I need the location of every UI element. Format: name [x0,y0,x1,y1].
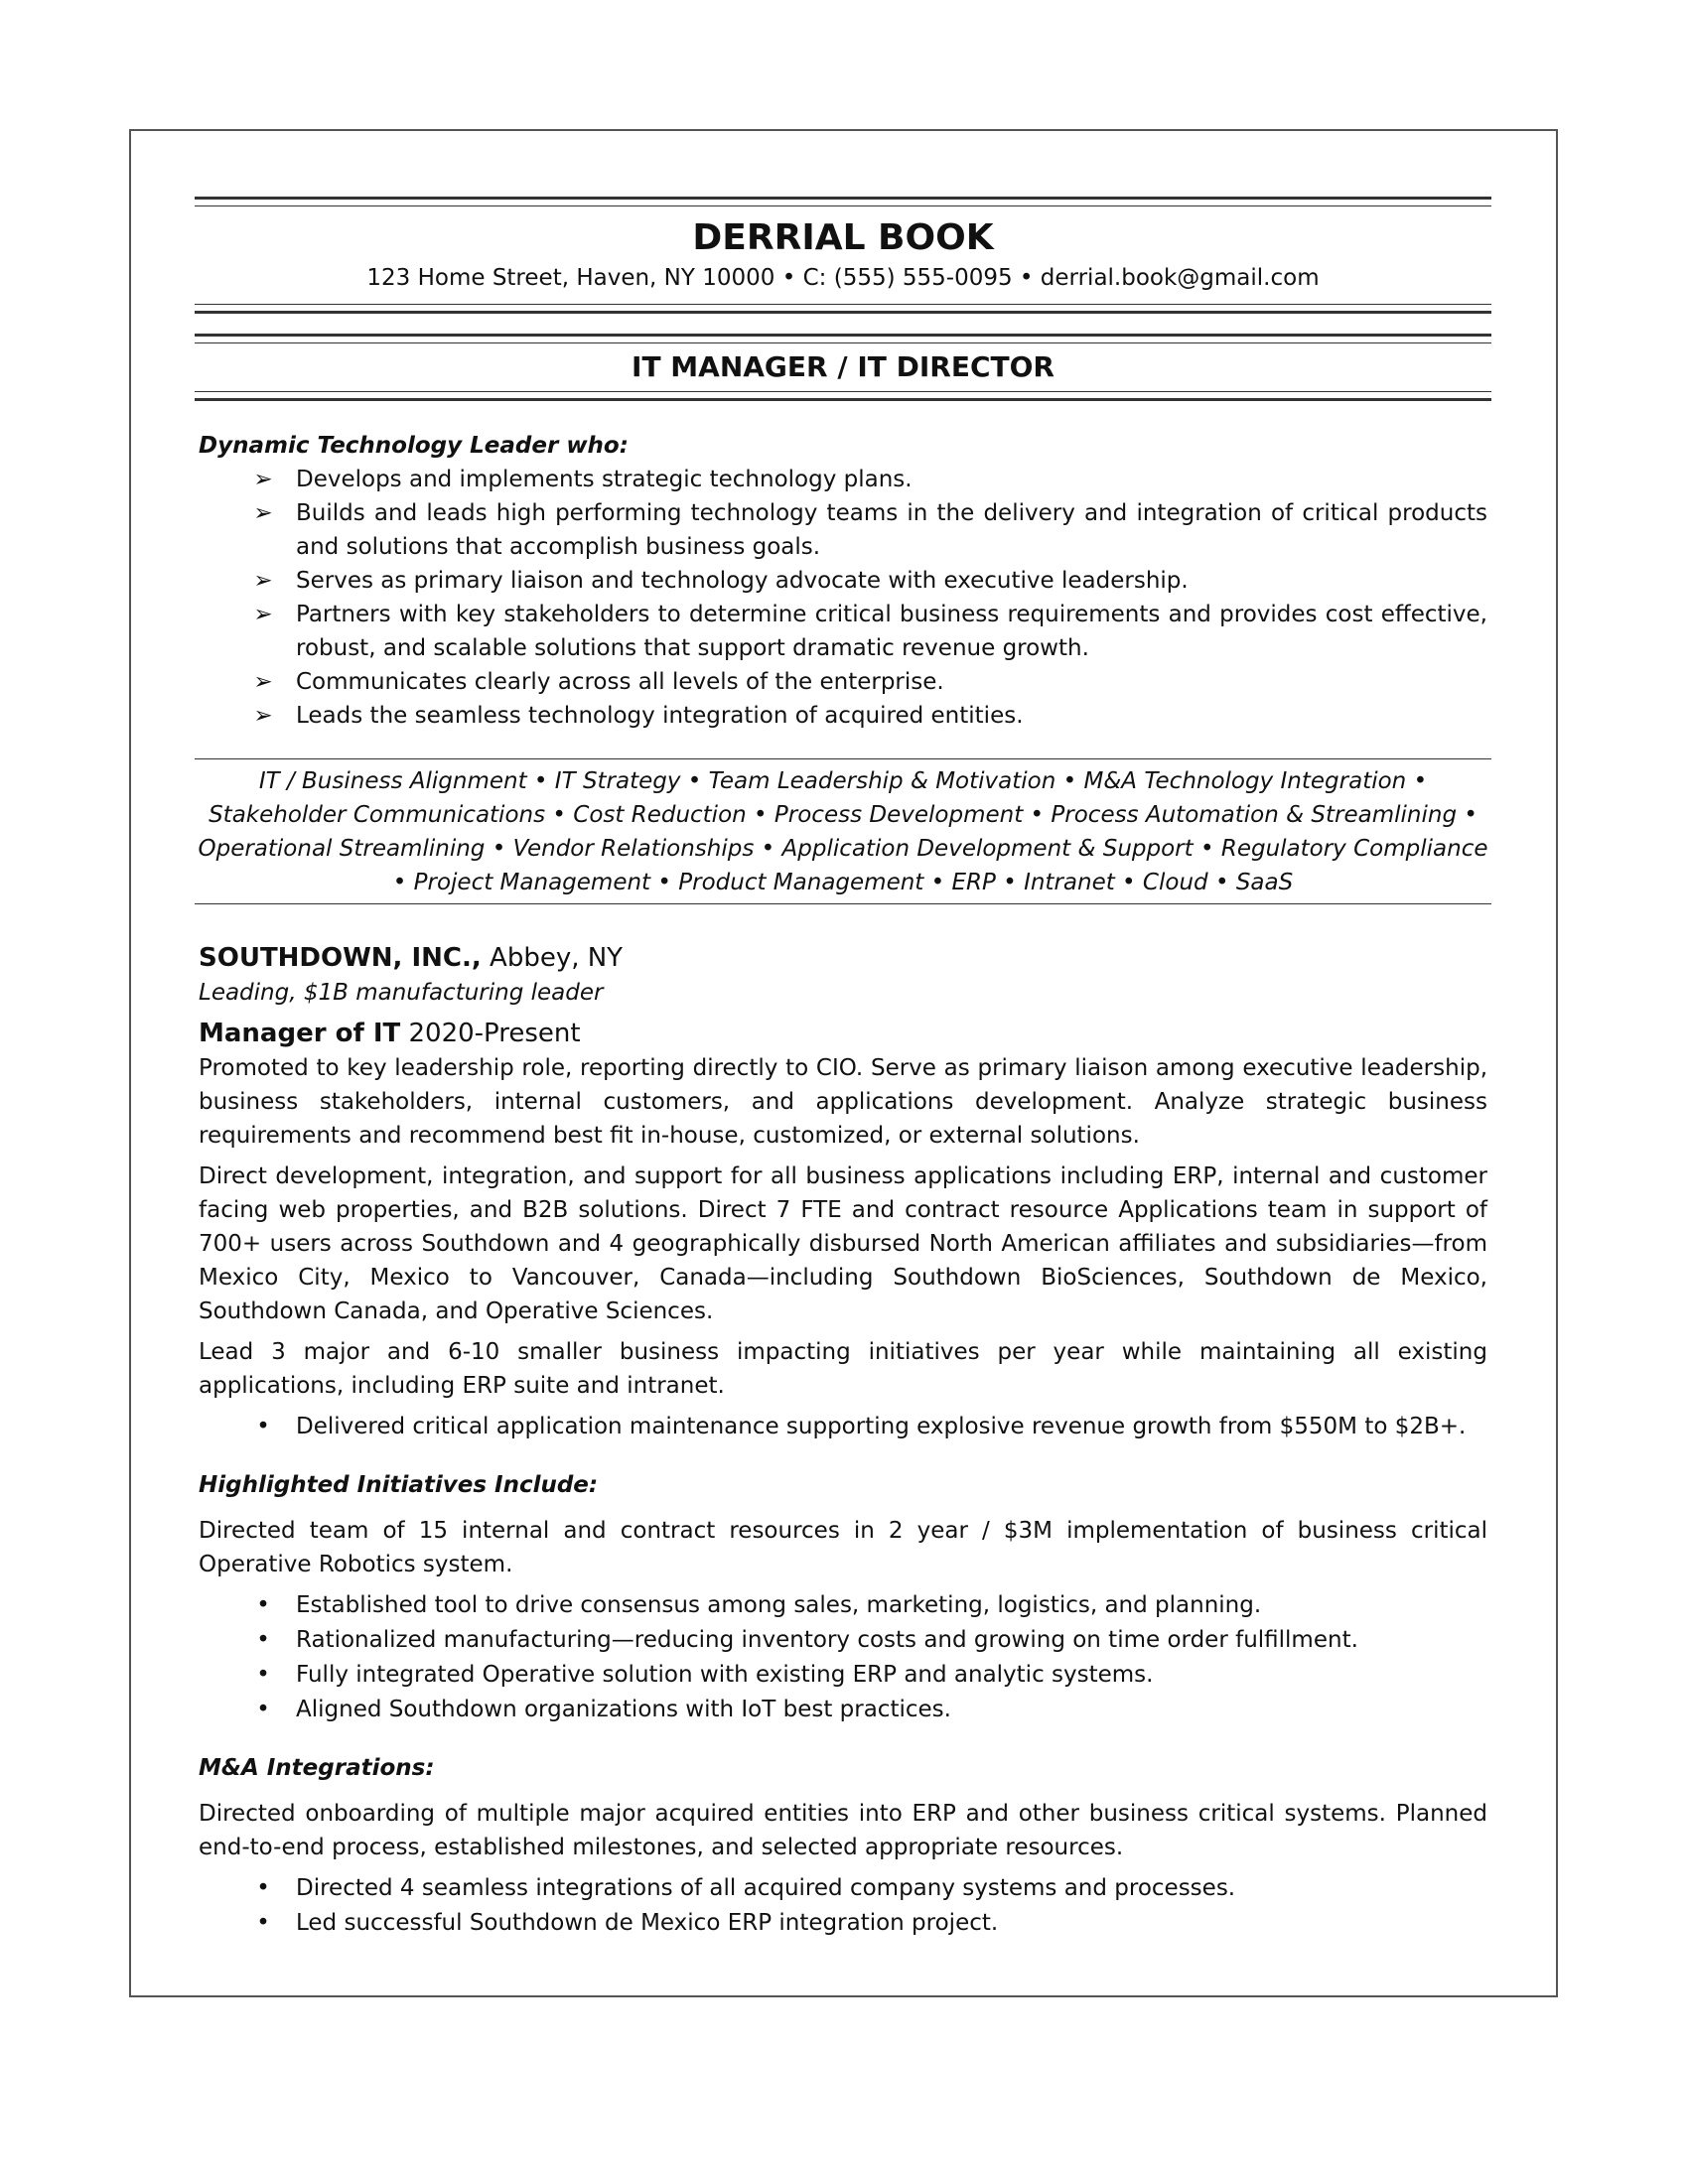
arrow-bullet-icon: ➢ [253,500,273,526]
company-tagline: Leading, $1B manufacturing leader [199,980,604,1006]
experience-paragraph: Direct development, integration, and support for all business applications including ERP, internal and customer facing web properties, and B2B solutions. Direct 7 FTE and contract resource Applications team in support of 700+ users across Southdown and 4 geographically disbursed North American affiliates and subsidiaries—from Mexico City, Mexico to Vancouver, Canada—including Southdown BioSciences, Southdown de Mexico, Southdown Canada, and Operative Sciences. [199,1163,1487,1324]
list-item: ➢ Leads the seamless technology integration of acquired entities. [195,699,1487,733]
experience-paragraph: Promoted to key leadership role, reporting directly to CIO. Serve as primary liaison among executive leadership, business stakeholders, internal customers, and applications development. Analyze strategic business requirements and recommend best fit in-house, customized, or external solutions. [199,1055,1487,1149]
mna-paragraph: Directed onboarding of multiple major acquired entities into ERP and other business critical systems. Planned end-to-end process, established milestones, and selected appropriate resources. [199,1801,1487,1860]
bullet-icon: • [256,1910,270,1936]
mna-heading: M&A Integrations: [199,1755,435,1781]
bullet-icon: • [256,1592,270,1618]
highlight-list [195,1410,1491,1444]
contact-line: 123 Home Street, Haven, NY 10000 • C: (555) 555-0095 • derrial.book@gmail.com [366,265,1320,291]
company-location: Abbey, NY [481,943,624,973]
position-title: Manager of IT [199,1019,401,1048]
initiatives-paragraph: Directed team of 15 internal and contract resources in 2 year / $3M implementation of business critical Operative Robotics system. [199,1518,1487,1577]
bullet-icon: • [256,1414,270,1439]
skills-band: IT / Business Alignment • IT Strategy • Team Leadership & Motivation • M&A Technology Integration • Stakeholder Communications • Cost Reduction • Process Development • Process Automation & Streamlining • Operational Streamlining • Vendor Relationships • Application Development & Support • Regulatory Compliance • Project Management • Product Management • ERP • Intranet • Cloud • SaaS [195,758,1491,904]
headline-bottom-rule [195,391,1491,401]
arrow-bullet-icon: ➢ [253,602,273,627]
list-item: • Fully integrated Operative solution with existing ERP and analytic systems. [195,1658,1487,1693]
arrow-bullet-icon: ➢ [253,703,273,729]
list-item: ➢ Serves as primary liaison and technology advocate with executive leadership. [195,564,1487,598]
bullet-icon: • [256,1875,270,1901]
headline-title: IT MANAGER / IT DIRECTOR [632,350,1055,383]
list-item: ➢ Develops and implements strategic technology plans. [195,463,1487,496]
summary-list [195,463,1491,733]
candidate-name: DERRIAL BOOK [692,217,994,258]
list-item: • Directed 4 seamless integrations of all acquired company systems and processes. [195,1871,1487,1906]
resume-content [195,197,1491,1941]
arrow-bullet-icon: ➢ [253,467,273,492]
experience-paragraph: Lead 3 major and 6-10 smaller business impacting initiatives per year while maintaining all existing applications, including ERP suite and intranet. [199,1339,1487,1399]
list-item: • Delivered critical application maintenance supporting explosive revenue growth from $550M to $2B+. [195,1410,1487,1444]
arrow-bullet-icon: ➢ [253,568,273,594]
header-double-rule [195,304,1491,314]
company-name: SOUTHDOWN, INC., [199,943,482,973]
initiatives-list [195,1588,1491,1727]
bullet-icon: • [256,1662,270,1688]
headline-top-rule [195,334,1491,343]
position-dates: 2020-Present [400,1019,581,1048]
bullet-icon: • [256,1697,270,1722]
list-item: • Rationalized manufacturing—reducing inventory costs and growing on time order fulfillment. [195,1623,1487,1658]
list-item: ➢ Communicates clearly across all levels of the enterprise. [195,665,1487,699]
list-item: • Established tool to drive consensus among sales, marketing, logistics, and planning. [195,1588,1487,1623]
arrow-bullet-icon: ➢ [253,669,273,695]
mna-list [195,1871,1491,1941]
company-line [199,940,1491,976]
top-double-rule [195,197,1491,206]
summary-intro: Dynamic Technology Leader who: [199,433,629,459]
list-item: ➢ Partners with key stakeholders to determine critical business requirements and provides cost effective, robust, and scalable solutions that support dramatic revenue growth. [195,598,1487,665]
list-item: ➢ Builds and leads high performing technology teams in the delivery and integration of critical products and solutions that accomplish business goals. [195,496,1487,564]
initiatives-heading: Highlighted Initiatives Include: [199,1472,599,1498]
list-item: • Aligned Southdown organizations with IoT best practices. [195,1693,1487,1727]
bullet-icon: • [256,1627,270,1653]
position-line [199,1016,1491,1051]
list-item: • Led successful Southdown de Mexico ERP integration project. [195,1906,1487,1941]
